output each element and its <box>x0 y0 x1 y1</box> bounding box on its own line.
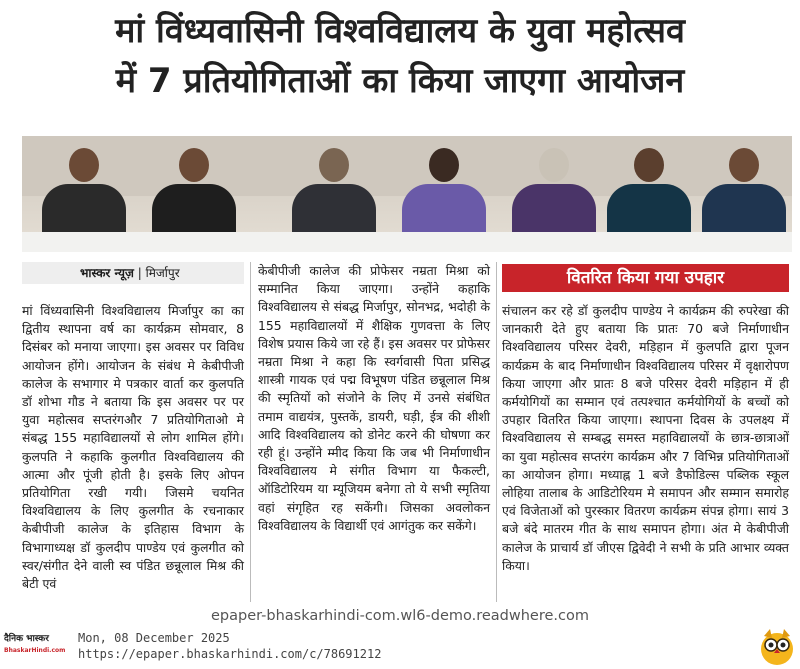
subhead-gifts-distributed: वितरित किया गया उपहार <box>502 264 789 292</box>
footer <box>0 626 800 669</box>
byline-place: मिर्जापुर <box>145 266 180 280</box>
article-column-2 <box>258 262 490 535</box>
footer-date: Mon, 08 December 2025 <box>78 631 230 645</box>
column-1-text: मां विंध्यवासिनी विश्वविद्यालय मिर्जापुर का का द्वितीय स्थापना वर्ष का कार्यक्रम सोमवार, 8 दिसंबर को मनाया जाएगा। इस अवसर पर विविध आयोजन होंगे। आयोजन के संबंध मे केबीपीजी कालेज के सभागार मे पत्रकार वार्ता कर कुलपति डॉ शोभा गौड ने बताया कि इस अवसर पर पर युवा महोत्सव सप्तरंगऔर 7 प्रतियोगिताओ मे संबद्ध 155 महाविद्यालयों से लोग शामिल होंगे। कुलपति ने कहाकि कुलगीत विश्वविद्यालय की आत्मा और पूंजी होती है। इसके लिए ओपन प्रतियोगिता रखी गयी। जिसमे चयनित विश्वविद्यालय के लिए कुलगीत के रचनाकार केबीपीजी कालेज के इतिहास विभाग के विभागाध्यक्ष डॉ कुलदीप पाण्डेय एवं कुलगीत को स्वर/संगीत देने वाली स्व पंडित छन्नूलाल मिश्र की बेटी एवं <box>22 303 244 592</box>
column-divider-2 <box>496 262 497 602</box>
footer-url[interactable]: https://epaper.bhaskarhindi.com/c/78691212 <box>78 647 382 661</box>
byline <box>22 262 244 284</box>
article-column-3 <box>502 302 789 575</box>
news-photo <box>22 136 792 252</box>
byline-source: भास्कर न्यूज़ <box>80 266 134 280</box>
bhaskar-logo[interactable] <box>4 634 64 660</box>
headline <box>0 6 800 106</box>
footer-meta <box>78 630 381 662</box>
headline-line-1: मां विंध्यवासिनी विश्वविद्यालय के युवा महोत्सव <box>115 11 685 51</box>
article-column-1 <box>22 302 244 593</box>
column-divider-1 <box>250 262 251 602</box>
column-3-text: संचालन कर रहे डॉ कुलदीप पाण्डेय ने कार्यक्रम की रुपरेखा की जानकारी देते हुए बताया कि प्रातः 70 बजे निर्माणाधीन विश्वविद्यालय परिसर देवरी, मड़िहान में कुलपति द्वारा पूजन कार्यक्रम के बाद निर्माणाधीन विश्वविद्यालय परिसर में वृक्षारोपण किया जाएगा और प्रातः 8 बजे परिसर देवरी मड़िहान में ही कर्मयोगियों का सम्मान एवं तत्पश्चात कर्मयोगियों के बच्चों को उपहार वितरित किया जाएगा। स्थापना दिवस के उपलक्ष्य में विश्वविद्यालय से सम्बद्ध समस्त महाविद्यालयों के छात्र-छात्राओं का युवा महोत्सव सप्तरंग कार्यक्रम और 7 विभिन्न प्रतियोगिताओं का आयोजन होगा। मध्याह्न 1 बजे डैफोडिल्स पब्लिक स्कूल लोहिया तालाब के आडिटोरियम मे समापन और सम्मान समारोह एवं विजेताओं को पुरस्कार वितरण कार्यक्रम संपन्न होगा। सायं 3 बजे बंदे मातरम गीत के साथ समापन होगा। अंत मे केबीपीजी कालेज के प्राचार्य डॉ जीएस द्विवेदी ने सभी के प्रति आभार व्यक्त किया। <box>502 303 789 573</box>
logo-text: दैनिक भास्कर <box>4 634 49 644</box>
owl-mascot-icon <box>758 626 796 666</box>
byline-separator: | <box>133 266 146 280</box>
column-2-text: केबीपीजी कालेज की प्रोफेसर नम्रता मिश्रा को सम्मानित किया जाएगा। उन्होंने कहाकि विश्वविद्यालय से संबद्ध मिर्जापुर, सोनभद्र, भदोही के 155 महाविद्यालयों में शैक्षिक गुणवत्ता के लिए विशेष प्रयास किये जा रहे हैं। इस अवसर पर प्रोफेसर नम्रता मिश्रा ने कहा कि स्वर्गवासी पिता प्रसिद्ध शास्त्री गायक एवं पद्म विभूषण पंडित छन्नूलाल मिश्र की स्मृतियों को संजोने के लिए में उनसे संबंधित तमाम वाद्ययंत्र, पुस्तकें, डायरी, घड़ी, ईत्र की शीशी आदि विश्वविद्यालय को डोनेट करने की घोषणा कर रही हूं। उन्होंने म्मीद किया कि जब भी निर्माणाधीन विश्वविद्यालय मे संगीत विभाग या फैकल्टी, ऑडिटोरियम या म्यूजियम बनेगा तो ये सभी स्मृतिया वहां संगृहित रह सकेंगी। जिसका अवलोकन विश्वविद्यालय के विद्यार्थी एवं आगंतुक कर सकेंगे। <box>258 263 490 533</box>
watermark: epaper-bhaskarhindi-com.wl6-demo.readwhere.com <box>210 608 589 624</box>
logo-subtext: BhaskarHindi.com <box>4 647 66 654</box>
headline-line-2: में 7 प्रतियोगिताओं का किया जाएगा आयोजन <box>115 61 685 101</box>
